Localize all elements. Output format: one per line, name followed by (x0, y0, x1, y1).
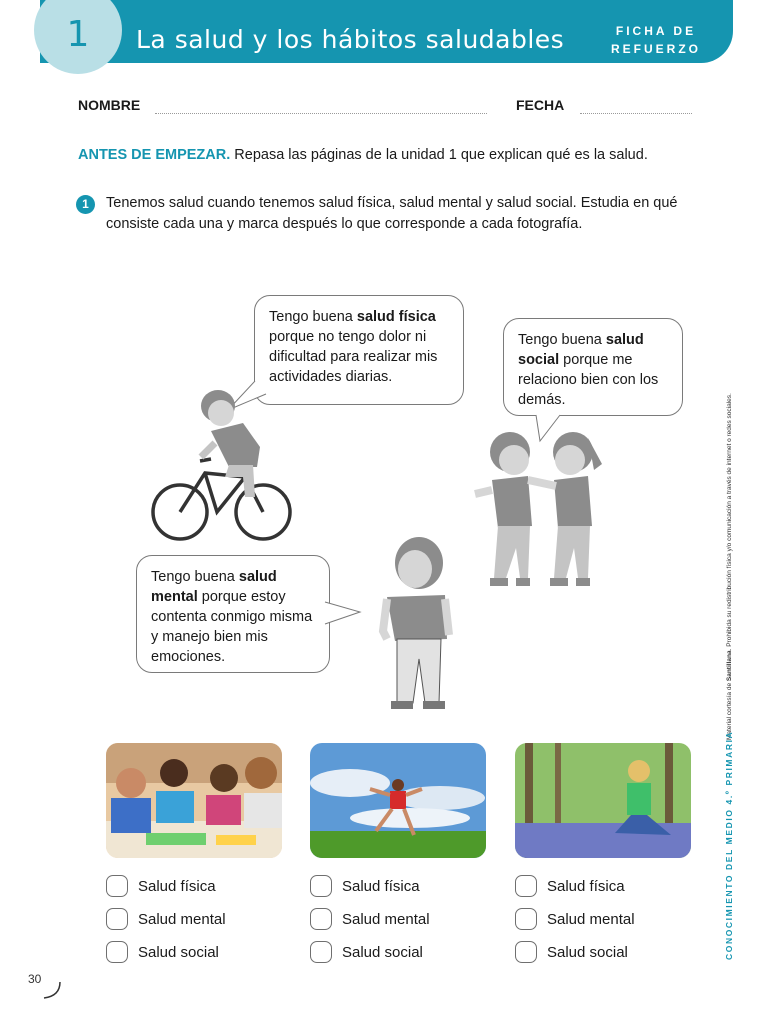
option-physical-photo2[interactable] (310, 873, 420, 899)
option-label: Salud mental (138, 910, 226, 928)
credit-pre: Material cortesía de (726, 681, 733, 740)
photo-boy-running (310, 743, 486, 858)
credit-brand: Santillana (726, 650, 733, 682)
friends-illustration (470, 430, 610, 590)
checkbox[interactable] (515, 875, 537, 897)
bubble-physical-bold: salud física (356, 309, 436, 325)
sheet-title: La salud y los hábitos saludables (136, 25, 565, 54)
sheet-type-line2: REFUERZO (611, 42, 701, 56)
checkbox[interactable] (515, 908, 537, 930)
checkbox[interactable] (106, 908, 128, 930)
bubble-physical-post: porque no tengo dolor ni dificultad para realizar mis actividades diarias. (269, 329, 438, 385)
option-mental-photo2[interactable] (310, 906, 430, 932)
bubble-mental-pre: Tengo buena (151, 569, 239, 585)
checkbox[interactable] (515, 941, 537, 963)
checkbox[interactable] (106, 875, 128, 897)
page-number: 30 (28, 972, 42, 986)
option-label: Salud física (547, 877, 625, 895)
date-field[interactable] (580, 113, 692, 114)
subject-side-label: CONOCIMIENTO DEL MEDIO 4.º PRIMARIA (724, 730, 734, 960)
option-label: Salud mental (547, 910, 635, 928)
bubble-social-bold: salud social (518, 332, 644, 368)
checkbox[interactable] (310, 941, 332, 963)
name-label: NOMBRE (78, 97, 141, 113)
option-label: Salud física (342, 877, 420, 895)
intro-highlight: ANTES DE EMPEZAR. (78, 147, 231, 163)
cyclist-illustration (145, 385, 295, 545)
option-physical-photo3[interactable] (515, 873, 625, 899)
bubble-mental-bold: salud mental (151, 569, 277, 605)
question-text: Tenemos salud cuando tenemos salud física, salud mental y salud social. Estudia en qué consiste cada una y marca después lo que corresponde a cada fotografía. (106, 195, 678, 232)
option-label: Salud social (342, 943, 423, 961)
option-label: Salud social (547, 943, 628, 961)
copyright-credit (726, 393, 733, 740)
unit-number: 1 (66, 14, 90, 55)
option-mental-photo3[interactable] (515, 906, 635, 932)
sheet-type-line1: FICHA DE (615, 24, 697, 38)
bubble-social-post: porque me relaciono bien con los demás. (518, 352, 659, 408)
photo-girl-forest (515, 743, 691, 858)
sheet-type (596, 22, 716, 58)
checkbox[interactable] (106, 941, 128, 963)
bubble-mental (136, 555, 330, 673)
page-corner-mark (40, 980, 64, 1000)
date-label: FECHA (516, 97, 565, 113)
bubble-mental-tail (324, 596, 364, 630)
girl-illustration (375, 535, 455, 713)
intro-text: Repasa las páginas de la unidad 1 que explican qué es la salud. (230, 147, 648, 163)
checkbox[interactable] (310, 875, 332, 897)
option-social-photo2[interactable] (310, 939, 423, 965)
option-social-photo1[interactable] (106, 939, 219, 965)
question-number: 1 (76, 195, 95, 214)
option-label: Salud física (138, 877, 216, 895)
photo-kids-playing (106, 743, 282, 858)
option-social-photo3[interactable] (515, 939, 628, 965)
bubble-social-pre: Tengo buena (518, 332, 606, 348)
option-mental-photo1[interactable] (106, 906, 226, 932)
option-physical-photo1[interactable] (106, 873, 216, 899)
option-label: Salud mental (342, 910, 430, 928)
intro-line (78, 147, 648, 163)
name-field[interactable] (155, 113, 487, 114)
bubble-social (503, 318, 683, 416)
checkbox[interactable] (310, 908, 332, 930)
bubble-mental-post: porque estoy contenta conmigo misma y manejo bien mis emociones. (151, 589, 313, 665)
option-label: Salud social (138, 943, 219, 961)
credit-post: . Prohibida su redistribución física y/o comunicación a través de internet o redes sociales. (726, 393, 733, 651)
bubble-physical-pre: Tengo buena (269, 309, 357, 325)
